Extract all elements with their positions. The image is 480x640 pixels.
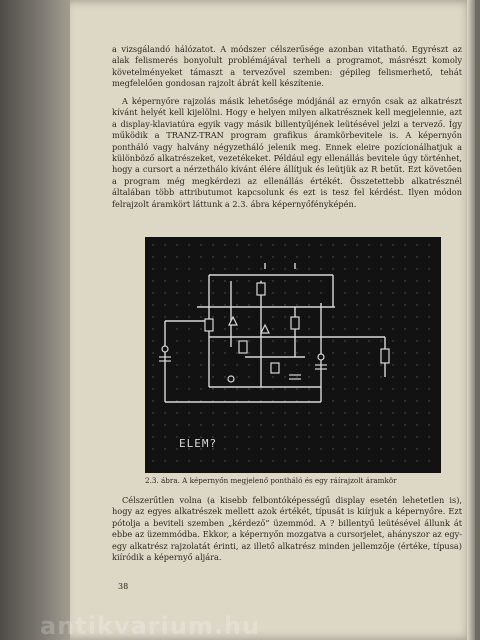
figure-caption: 2.3. ábra. A képernyőn megjelenő pontháló és egy ráírajzolt áramkör: [145, 476, 397, 485]
circuit-lines: [165, 263, 385, 402]
screen-photo: [145, 237, 441, 473]
circuit-components: [159, 283, 389, 382]
paragraph-1: [112, 44, 462, 90]
paragraph-2-text: A képernyőre rajzolás másik lehetősége módjánál az ernyőn csak az alkatrészt kívánt helyét kell kijelölni. Hogy e helyen milyen alkatrésznek kell megjelennie, azt a display-klaviatúra egyik vagy másik billentyűjének leütésével jelzi a tervező. Így működik a TRANZ-TRAN program grafikus áramkörbevitele is. A képernyőn pontháló vagy halvány négyzetháló jelenik meg. Ennek eleire pozícionálhatjuk a különböző alkatrészeket, vezetékeket. Például egy ellenállás bevitele úgy történhet, hogy a cursort a nérzethálo kívánt élére állítjuk és leütjük az R betűt. Ezt követően a program még megkérdezi az ellenállás értékét. Összetettebb alkatrésznél általában több attributumot kapcsolunk és ezt is tesz fel kérdést. Ilyen módon felrajzolt áramkört láttunk a 2.3. ábra képernyőfényképén.: [112, 96, 462, 209]
page-number: 38: [118, 582, 129, 591]
watermark: antikvarium.hu: [40, 612, 261, 640]
book-gutter: [0, 0, 70, 640]
paragraph-3: [112, 495, 462, 563]
paragraph-2: [112, 96, 462, 210]
paragraph-1-text: a vizsgálandó hálózatot. A módszer célszerűsége azonban vitatható. Egyrészt az alak felismerés bonyolult problémájával terheli a programot, másrészt komoly követelményeket támaszt a tervezővel szemben: gépileg felismerhető, tehát megfelelően gondosan rajzolt ábrát kell készítenie.: [112, 44, 462, 89]
paragraph-3-text: Célszerűtlen volna (a kisebb felbontóképességű display esetén lehetetlen is), hogy az egyes alkatrészek mellett azok értékét, típusát is kiírjuk a képernyőre. Ezt pótolja a beviteli szemben „kérdező” üzemmód. A ? billentyű leütésével állunk át ebbe az üzemmódba. Ekkor, a képernyőn mozgatva a cursorjelet, ahányszor az egy-egy alkatrész rajzolatát érinti, az illető alkatrész minden jellemzője (értéke, típusa) kiíródik a képernyő aljára.: [112, 495, 462, 563]
page-edge: [467, 0, 475, 640]
screen-prompt: ELEM?: [179, 437, 218, 450]
